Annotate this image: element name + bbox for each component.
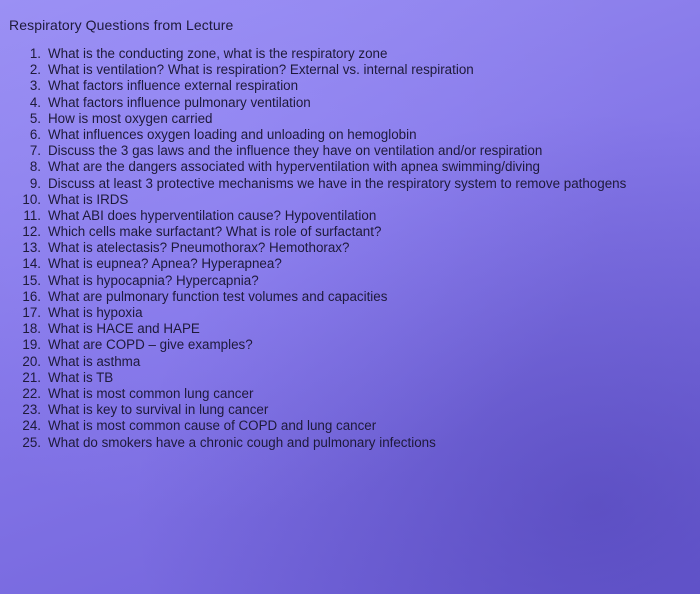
- question-number: 12.: [22, 224, 41, 240]
- question-number: 23.: [22, 402, 41, 418]
- question-item: [18, 224, 626, 240]
- question-text: What is eupnea? Apnea? Hyperapnea?: [48, 256, 282, 272]
- question-text: What do smokers have a chronic cough and pulmonary infections: [48, 434, 436, 450]
- question-number: 15.: [22, 272, 41, 288]
- question-item: [18, 273, 626, 289]
- question-number: 24.: [22, 418, 41, 434]
- question-number: 11.: [23, 207, 41, 223]
- question-number: 25.: [22, 434, 41, 450]
- question-text: What are the dangers associated with hyperventilation with apnea swimming/diving: [48, 159, 540, 175]
- question-item: [18, 289, 626, 305]
- question-number: 14.: [22, 256, 41, 272]
- question-text: What is the conducting zone, what is the respiratory zone: [48, 46, 388, 61]
- question-number: 19.: [22, 337, 41, 353]
- question-item: [18, 337, 626, 353]
- question-text: What factors influence external respiration: [48, 78, 299, 94]
- question-item: [18, 240, 626, 256]
- question-text: What is hypocapnia? Hypercapnia?: [48, 272, 259, 288]
- question-item: [18, 176, 626, 192]
- question-number: 6.: [29, 126, 41, 142]
- question-text: Discuss at least 3 protective mechanisms we have in the respiratory system to remove pathogens: [48, 175, 627, 191]
- question-number: 20.: [22, 353, 41, 369]
- question-text: What is most common lung cancer: [48, 385, 254, 401]
- question-item: [18, 256, 626, 272]
- question-item: [18, 370, 626, 386]
- question-text: What is IRDS: [48, 191, 129, 207]
- question-number: 17.: [22, 305, 41, 320]
- question-item: [18, 78, 626, 94]
- question-item: [18, 143, 626, 159]
- question-text: What influences oxygen loading and unloading on hemoglobin: [48, 126, 417, 142]
- question-number: 8.: [29, 159, 41, 175]
- question-item: [18, 46, 626, 62]
- question-number: 18.: [22, 321, 41, 337]
- question-list: [18, 46, 626, 451]
- question-text: What is TB: [48, 369, 114, 385]
- question-item: [18, 95, 626, 111]
- question-text: Discuss the 3 gas laws and the influence they have on ventilation and/or respiration: [48, 143, 543, 159]
- question-text: What factors influence pulmonary ventilation: [48, 94, 311, 110]
- question-number: 3.: [29, 78, 41, 94]
- question-text: What is hypoxia: [48, 305, 143, 320]
- question-item: [18, 159, 626, 175]
- question-text: What is atelectasis? Pneumothorax? Hemothorax?: [48, 240, 350, 256]
- question-number: 1.: [29, 46, 41, 61]
- question-item: [18, 62, 626, 78]
- question-number: 10.: [22, 191, 41, 207]
- question-text: What ABI does hyperventilation cause? Hypoventilation: [48, 207, 377, 223]
- question-number: 5.: [29, 110, 41, 126]
- question-text: What is ventilation? What is respiration? External vs. internal respiration: [48, 62, 474, 78]
- question-text: What is asthma: [48, 353, 141, 369]
- question-text: Which cells make surfactant? What is role of surfactant?: [48, 224, 382, 240]
- question-item: [18, 418, 626, 434]
- document-title: Respiratory Questions from Lecture: [9, 17, 234, 33]
- question-number: 4.: [29, 94, 41, 110]
- question-text: What is most common cause of COPD and lung cancer: [48, 418, 377, 434]
- question-item: [18, 435, 626, 451]
- question-number: 7.: [29, 143, 41, 159]
- question-item: [18, 305, 626, 321]
- question-text: What are COPD – give examples?: [48, 337, 253, 353]
- question-item: [18, 402, 626, 418]
- question-item: [18, 208, 626, 224]
- question-number: 9.: [29, 175, 41, 191]
- question-item: [18, 111, 626, 127]
- question-number: 13.: [22, 240, 41, 256]
- question-text: What is HACE and HAPE: [48, 321, 200, 337]
- question-item: [18, 386, 626, 402]
- question-number: 2.: [29, 62, 41, 78]
- question-number: 22.: [22, 385, 41, 401]
- question-item: [18, 321, 626, 337]
- question-number: 21.: [22, 369, 41, 385]
- question-text: What are pulmonary function test volumes and capacities: [48, 288, 388, 304]
- question-text: What is key to survival in lung cancer: [48, 402, 269, 418]
- question-item: [18, 127, 626, 143]
- question-item: [18, 192, 626, 208]
- question-number: 16.: [22, 288, 41, 304]
- question-item: [18, 354, 626, 370]
- question-text: How is most oxygen carried: [48, 110, 213, 126]
